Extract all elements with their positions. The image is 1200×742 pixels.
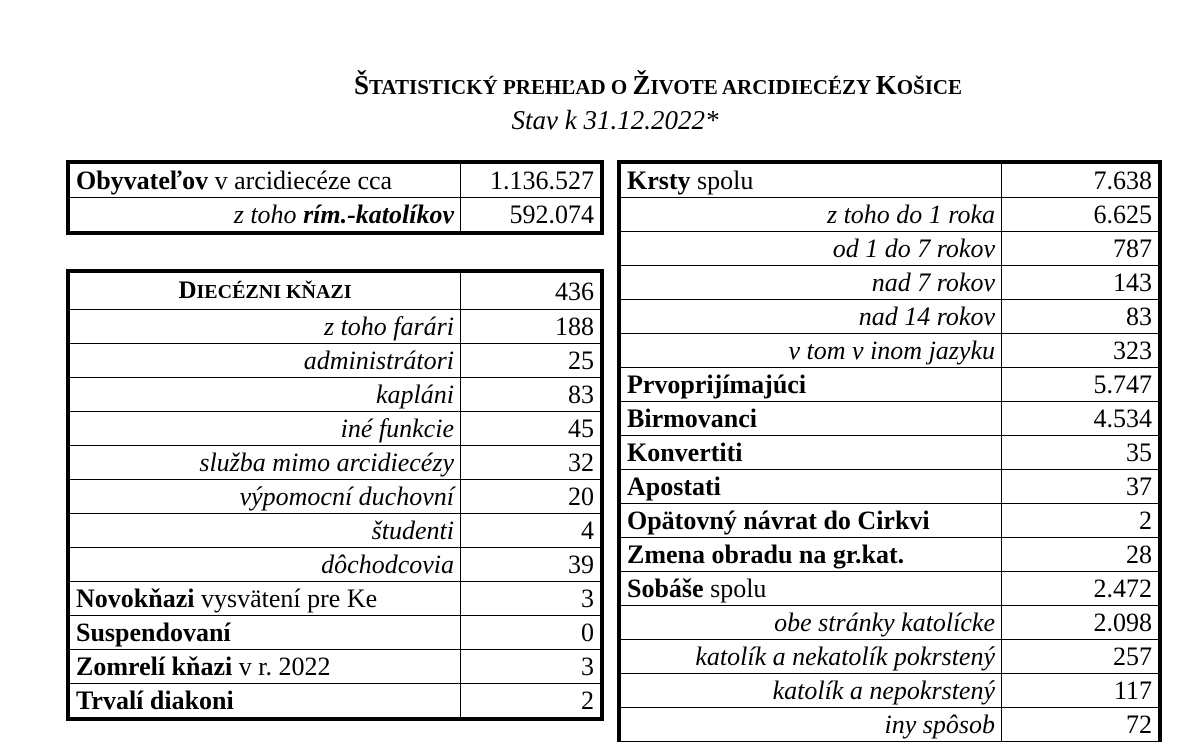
table-row xyxy=(619,232,1160,266)
table-row xyxy=(619,162,1160,198)
row-label: Novokňazi vysvätení pre Ke xyxy=(68,582,461,616)
row-value: 323 xyxy=(1002,334,1161,368)
row-label: Apostati xyxy=(619,470,1002,504)
row-value: 117 xyxy=(1002,674,1161,708)
table-row xyxy=(68,162,602,198)
row-value: 20 xyxy=(461,480,603,514)
row-label: katolík a nekatolík pokrstený xyxy=(619,640,1002,674)
table-row xyxy=(68,548,602,582)
table-row xyxy=(68,616,602,650)
row-label: Konvertiti xyxy=(619,436,1002,470)
clergy-table xyxy=(66,269,604,721)
row-value: 787 xyxy=(1002,232,1161,266)
table-row xyxy=(68,378,602,412)
row-label: študenti xyxy=(68,514,461,548)
table-row xyxy=(619,334,1160,368)
row-label: výpomocní duchovní xyxy=(68,480,461,514)
table-row xyxy=(619,300,1160,334)
population-value: 1.136.527 xyxy=(461,162,603,198)
table-row xyxy=(68,650,602,684)
row-label: Birmovanci xyxy=(619,402,1002,436)
row-label: Prvoprijímajúci xyxy=(619,368,1002,402)
sacraments-table xyxy=(617,160,1162,742)
row-value: 2 xyxy=(461,684,603,720)
row-value: 7.638 xyxy=(1002,162,1161,198)
row-value: 2.472 xyxy=(1002,572,1161,606)
table-row xyxy=(619,538,1160,572)
row-label: z toho farári xyxy=(68,310,461,344)
table-row xyxy=(619,606,1160,640)
row-value: 37 xyxy=(1002,470,1161,504)
row-value: 4 xyxy=(461,514,603,548)
row-value: 3 xyxy=(461,650,603,684)
table-row xyxy=(68,684,602,720)
table-row xyxy=(619,674,1160,708)
row-value: 45 xyxy=(461,412,603,446)
row-label: katolík a nepokrstený xyxy=(619,674,1002,708)
row-value: 0 xyxy=(461,616,603,650)
clergy-header: DIECÉZNI KŇAZI xyxy=(68,271,461,310)
row-label: iny spôsob xyxy=(619,708,1002,742)
table-row xyxy=(619,640,1160,674)
row-value: 83 xyxy=(1002,300,1161,334)
row-value: 39 xyxy=(461,548,603,582)
row-value: 2.098 xyxy=(1002,606,1161,640)
row-value: 72 xyxy=(1002,708,1161,742)
table-row xyxy=(68,446,602,480)
page-subtitle: Stav k 31.12.2022* xyxy=(511,105,719,135)
catholics-value: 592.074 xyxy=(461,198,603,234)
page-title: ŠTATISTICKÝ PREHĽAD O ŽIVOTE ARCIDIECÉZY KOŠICE xyxy=(353,70,963,100)
row-label: nad 7 rokov xyxy=(619,266,1002,300)
row-label: Sobáše spolu xyxy=(619,572,1002,606)
table-row xyxy=(619,402,1160,436)
table-row xyxy=(619,266,1160,300)
row-label: nad 14 rokov xyxy=(619,300,1002,334)
table-row xyxy=(68,198,602,234)
table-row xyxy=(619,708,1160,742)
row-label: iné funkcie xyxy=(68,412,461,446)
table-row xyxy=(68,582,602,616)
table-row xyxy=(619,368,1160,402)
row-label: služba mimo arcidiecézy xyxy=(68,446,461,480)
table-row xyxy=(68,480,602,514)
table-row xyxy=(68,271,602,310)
row-label: Krsty spolu xyxy=(619,162,1002,198)
table-row xyxy=(619,470,1160,504)
row-label: administrátori xyxy=(68,344,461,378)
table-row xyxy=(619,572,1160,606)
row-value: 188 xyxy=(461,310,603,344)
table-row xyxy=(619,504,1160,538)
row-label: v tom v inom jazyku xyxy=(619,334,1002,368)
row-value: 28 xyxy=(1002,538,1161,572)
row-label: Suspendovaní xyxy=(68,616,461,650)
population-label: Obyvateľov v arcidiecéze cca xyxy=(68,162,461,198)
row-value: 32 xyxy=(461,446,603,480)
row-value: 143 xyxy=(1002,266,1161,300)
row-value: 6.625 xyxy=(1002,198,1161,232)
table-row xyxy=(68,514,602,548)
row-label: kapláni xyxy=(68,378,461,412)
row-label: od 1 do 7 rokov xyxy=(619,232,1002,266)
table-row xyxy=(619,436,1160,470)
row-label: Zmena obradu na gr.kat. xyxy=(619,538,1002,572)
row-label: obe stránky katolícke xyxy=(619,606,1002,640)
row-label: Opätovný návrat do Cirkvi xyxy=(619,504,1002,538)
row-value: 5.747 xyxy=(1002,368,1161,402)
table-row xyxy=(68,310,602,344)
clergy-header-value: 436 xyxy=(461,271,603,310)
row-value: 35 xyxy=(1002,436,1161,470)
table-row xyxy=(68,344,602,378)
row-value: 83 xyxy=(461,378,603,412)
row-value: 2 xyxy=(1002,504,1161,538)
row-value: 4.534 xyxy=(1002,402,1161,436)
row-value: 257 xyxy=(1002,640,1161,674)
row-value: 25 xyxy=(461,344,603,378)
catholics-label: z toho rím.-katolíkov xyxy=(68,198,461,234)
row-label: Zomrelí kňazi v r. 2022 xyxy=(68,650,461,684)
table-row xyxy=(68,412,602,446)
table-row xyxy=(619,198,1160,232)
row-label: Trvalí diakoni xyxy=(68,684,461,720)
row-label: dôchodcovia xyxy=(68,548,461,582)
row-label: z toho do 1 roka xyxy=(619,198,1002,232)
row-value: 3 xyxy=(461,582,603,616)
population-table xyxy=(66,160,604,235)
